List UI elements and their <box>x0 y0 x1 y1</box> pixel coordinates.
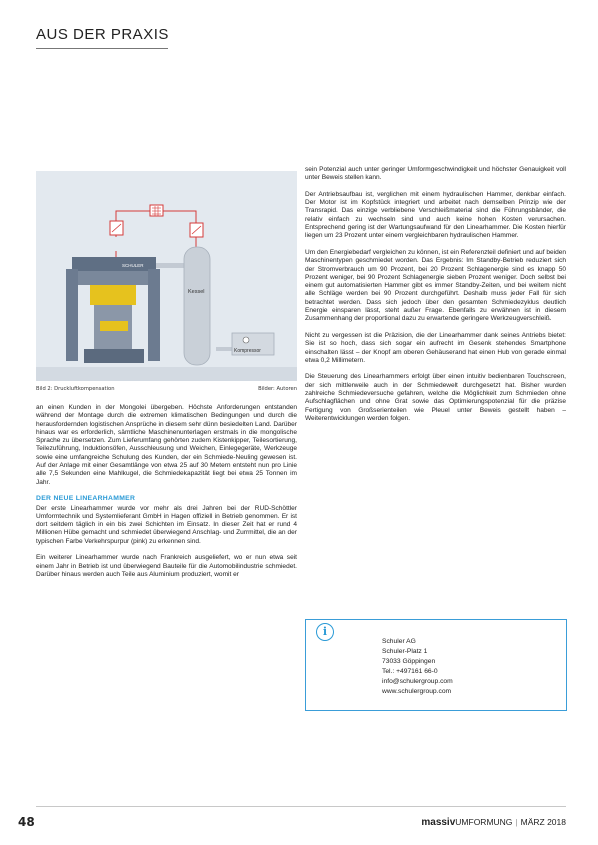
article-paragraph: an einen Kunden in der Mongolei übergeben. Höchste Anforderungen entstanden während der Montage durch die extremen klimatischen Bedingungen und durch die herausfordernden logistischen Ansprüche in diesem sehr dünn besiedelten Land. Darüber hinaus war es erforderlich, sämtliche Maschinenunterlagen erstmals in die mongolische Sprache zu übersetzen. Zum Lieferumfang gehörten zudem Kistenkipper, Teilesortierung, Teilezuführung, Induktionsöfen, Ausschleusung und Weichen, Einlegegeräte, Werkzeuge sowie eine umfangreiche Schulung des Kunden, der ein Schmiede-Neuling gewesen ist. Auf der Anlage mit einer Gesamtlänge von etwa 25 auf 30 Metern entsteht nun pro Linie alle 7,5 Sekunden eine Mahlkugel, die Schmiedekapazität liegt bei etwa 25 Tonnen im Jahr. <box>36 404 297 486</box>
figure-caption <box>36 386 297 392</box>
contact-infobox <box>305 619 567 711</box>
article-paragraph: Nicht zu vergessen ist die Präzision, die der Linearhammer dank seines Antriebs bietet: Sie ist so hoch, dass sich sogar ein aufrecht im Gesenk stehendes Smartphone einschalten lässt – der Knopf am oberen Gehäuserand hat einen Hub von gerade einmal etwa 0,2 Millimetern. <box>305 331 566 364</box>
title-rule <box>36 48 168 49</box>
figure-compressed-air-compensation <box>36 171 297 381</box>
brand-suffix: UMFORMUNG <box>455 817 513 827</box>
contact-website-link[interactable]: www.schulergroup.com <box>382 688 452 696</box>
masthead-separator: | <box>515 817 518 827</box>
contact-city: 73033 Göppingen <box>382 658 436 666</box>
subheading: DER NEUE LINEARHAMMER <box>36 495 136 503</box>
article-left-column <box>36 404 297 588</box>
article-paragraph: Um den Energiebedarf vergleichen zu können, ist ein Referenzteil definiert und auf beiden Maschinentypen geschmiedet worden. Das Ergebnis: Im Standby-Betrieb reduziert sich der Stromverbrauch um 90 Prozent, bei 20 Prozent Schlagenergie sind es knapp 50 Prozent weniger, bei 90 Prozent Schlagenergie sieben Prozent weniger. Doch selbst bei einem gut automatisierten Hammer gibt es immer Standby-Zeiten, und bei weitem nicht alle Schläge werden bei 90 Prozent durchgeführt. Deshalb muss jeder Fall für sich betrachtet werden. Dass sich jedoch über den gesamten Schmiedezyklus deutlich Energie einsparen lässt, steht außer Frage. Ebenfalls zu erwähnen ist in diesem Zusammenhang der proportional dazu zu erwartende geringere Werkzeugverschleiß. <box>305 248 566 323</box>
info-icon: i <box>316 623 334 641</box>
contact-email-link[interactable]: info@schulergroup.com <box>382 678 453 686</box>
image-credit: Bilder: Autoren <box>258 386 297 392</box>
contact-details <box>382 637 453 698</box>
figure-illustration <box>36 171 297 381</box>
article-paragraph: sein Potenzial auch unter geringer Umformgeschwindigkeit und höchster Genauigkeit voll unter Beweis stellen kann. <box>305 166 566 182</box>
brand-name: massiv <box>421 817 456 828</box>
article-paragraph: Der erste Linearhammer wurde vor mehr als drei Jahren bei der RUD-Schöttler Umformtechnik und Systemlieferant GmbH in Hagen offiziell in Betrieb genommen. Er ist dort seitdem täglich in ein bis zwei Schichten im Einsatz. In dieser Zeit hat er rund 4 Millionen Hübe gemacht und schmiedet überwiegend Anschlag- und Zurrmittel, die an der typischen Farbe Verkehrspurpur (pink) zu erkennen sind. <box>36 504 297 545</box>
contact-phone: Tel.: +497161 66-0 <box>382 668 438 676</box>
issue-date: MÄRZ 2018 <box>520 817 566 827</box>
article-paragraph: Der Antriebsaufbau ist, verglichen mit einem hydraulischen Hammer, denkbar einfach. Der Motor ist im Kopfstück integriert und arbeitet nach demselben Prinzip wie der Transrapid. Das einzige verbliebene Verschleißmaterial sind die Führungsbänder, die relativ einfach zu wechseln sind und auch keine hohen Kosten verursachen. Entsprechend gering ist der Wartungsaufwand für den Linearhammer. Die Kosten hierfür liegen um 23 Prozent unter einem vergleichbaren hydraulischen Hammer. <box>305 190 566 240</box>
contact-street: Schuler-Platz 1 <box>382 648 428 656</box>
article-paragraph: Die Steuerung des Linearhammers erfolgt über einen intuitiv bedienbaren Touchscreen, der sich mittlerweile auch in der Schmiedewelt durchgesetzt hat. Bisher wurden zahlreiche Schmiedeversuche gefahren, welche die Möglichkeit zum Schmieden ohne Aufschlagflächen und ohne Grat sowie das Optimierungspotenzial für die präzise Fertigung von Großserienteilen wie Pleuel unter Beweis gestellt haben – Weiterentwicklungen werden folgen. <box>305 373 566 422</box>
kompressor-label: Kompressor <box>234 348 261 354</box>
article-right-column <box>305 166 566 432</box>
machine-label: SCHULER <box>122 263 144 268</box>
contact-company: Schuler AG <box>382 638 416 645</box>
section-title: AUS DER PRAXIS <box>36 26 169 43</box>
footer-rule <box>36 806 566 807</box>
kessel-label: Kessel <box>188 289 205 295</box>
article-paragraph: Ein weiterer Linearhammer wurde nach Frankreich ausgeliefert, wo er nun etwa seit einem Jahr in Betrieb ist und überwiegend Bauteile für die Automobilindustrie schmiedet. Darüber hinaus werden auch Teile aus Aluminium produziert, womit er <box>36 554 297 578</box>
caption-text: Bild 2: Druckluftkompensation <box>36 386 115 392</box>
page-number: 48 <box>18 815 35 829</box>
magazine-masthead <box>421 817 566 828</box>
